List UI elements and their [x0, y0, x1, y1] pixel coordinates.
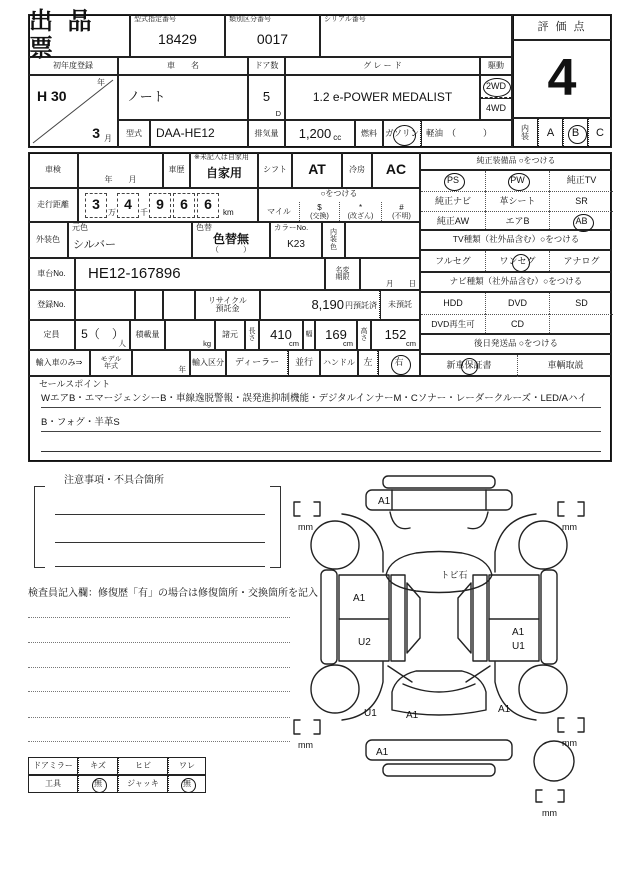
model-year-label-cell	[90, 350, 132, 376]
rename-units: 月 日	[386, 278, 416, 288]
model-year-label: モデル年式	[100, 355, 122, 370]
capacity-unit: 人	[118, 338, 126, 348]
flag-exchange	[299, 202, 339, 223]
height-value: 152	[384, 326, 407, 342]
import-label-cell: 輸入車のみ⇒	[28, 350, 90, 376]
length-label: 長さ	[248, 327, 256, 342]
doors-suffix: D	[275, 108, 281, 118]
model-label-cell: 型式	[118, 120, 150, 148]
interior-grade-label: 内装	[521, 123, 529, 141]
recycle-none-cell: 未預託	[380, 290, 420, 320]
oem-equip-grid	[420, 170, 612, 230]
rear-left-wheel	[311, 665, 359, 713]
odometer-digit-5: 6	[197, 193, 219, 218]
disp-cell	[285, 120, 355, 148]
later-ship-header: 後日発送品 ○をつける	[420, 334, 612, 354]
tools-kogu: 工具	[28, 775, 78, 793]
manual-cell: 車輌取説	[517, 355, 613, 377]
length-value: 410	[270, 326, 292, 342]
width-label-cell: 幅	[303, 320, 315, 350]
drive-2wd-cell	[480, 75, 512, 98]
tools-kogu-none-cell	[78, 775, 118, 793]
fuel-gasoline-cell	[383, 120, 421, 148]
registration-blank-2	[135, 290, 163, 320]
disp-label-cell: 排気量	[248, 120, 285, 148]
damage-left-front-door: A1	[353, 593, 366, 604]
inspector-rule-6	[28, 741, 290, 742]
model-year-unit: 年	[178, 364, 186, 374]
model-year-value-cell	[132, 350, 190, 376]
recycle-label-cell	[195, 290, 260, 320]
height-label-cell	[357, 320, 371, 350]
equip-airbag-cell: エアB	[485, 211, 549, 231]
load-label-cell: 積載量	[130, 320, 165, 350]
odometer-unit-man: 万	[108, 208, 116, 218]
interior-grade-c: C	[588, 118, 612, 148]
doors-cell	[248, 75, 285, 120]
equip-aw-cell: 純正AW	[421, 211, 485, 231]
doors-value: 5	[262, 89, 271, 105]
tools-jack-none-cell	[168, 775, 206, 793]
model-cell	[150, 120, 248, 148]
sheet-title-cell	[28, 8, 130, 62]
tv-oneseg-cell	[485, 251, 549, 273]
handle-left-cell: 左	[358, 350, 378, 376]
sales-points-line2: B・フォグ・半革S	[41, 418, 601, 432]
fuel-gasoline: ガソリン	[384, 128, 419, 139]
drive-4wd: 4WD	[486, 103, 506, 114]
width-cm: cm	[343, 338, 353, 348]
tread-mm-front-left: mm	[298, 522, 313, 532]
flag-exchange-symbol: $	[317, 203, 322, 213]
base-color-label: 元色	[72, 223, 88, 232]
history-cell	[190, 152, 258, 188]
odometer-flags-cell	[258, 188, 420, 222]
warranty-book-cell	[421, 355, 517, 377]
right-rocker	[541, 570, 557, 664]
handle-right: 右	[394, 357, 404, 368]
flag-mile: マイル	[267, 207, 291, 217]
handle-right-cell	[378, 350, 420, 376]
dims-label-cell: 諸元	[215, 320, 245, 350]
right-cabin-side	[458, 583, 471, 653]
score-header: 評 価 点	[512, 14, 612, 40]
import-parallel-cell: 並行	[288, 350, 320, 376]
grade-header: グ レ ー ド	[285, 57, 480, 75]
tread-bracket-front-right	[558, 502, 584, 516]
front-top-bar	[383, 476, 495, 488]
capacity-value: 5（ ）	[81, 327, 124, 342]
tv-fullseg-cell: フルセグ	[435, 256, 471, 267]
interior-color-label-cell	[322, 222, 345, 258]
inspector-rule-2	[28, 642, 290, 643]
model-code-cell	[130, 14, 225, 57]
handle-label-cell: ハンドル	[320, 350, 358, 376]
model-value: DAA-HE12	[156, 126, 215, 141]
equip-sr-cell: SR	[549, 191, 613, 211]
windshield-pillar-left	[390, 512, 410, 529]
damage-right-rear-u: U1	[512, 641, 525, 652]
inspection-value-cell	[78, 152, 163, 188]
left-rocker	[321, 570, 337, 664]
front-right-wheel	[519, 521, 567, 569]
sales-points-blank-rule	[41, 451, 601, 452]
first-reg-month: 3	[92, 124, 100, 141]
shift-label-cell: シフト	[258, 152, 292, 188]
car-name-cell	[118, 75, 248, 120]
recycle-suffix: 円預託済	[345, 301, 377, 311]
first-reg-header: 初年度登録	[28, 57, 118, 75]
registration-label-cell: 登録No.	[28, 290, 75, 320]
history-note: ※未記入は自家用	[194, 154, 249, 161]
damage-front-bumper: A1	[378, 496, 391, 507]
length-cm: cm	[289, 338, 299, 348]
car-name: ノート	[127, 89, 166, 105]
equip-ps: PS	[446, 175, 459, 186]
damage-right-quarter: A1	[498, 704, 511, 715]
fuel-label-cell: 燃料	[355, 120, 383, 148]
disp-value: 1,200	[298, 125, 332, 141]
interior-color-label: 内装色	[330, 228, 337, 251]
chassis-value-cell: HE12-167896	[75, 258, 325, 290]
odometer-unit-sen: 千	[140, 208, 148, 218]
tools-jack: ジャッキ	[118, 775, 168, 793]
tread-bracket-rear-right	[558, 718, 584, 732]
equip-ab-cell	[549, 211, 613, 231]
drive-header: 駆動	[480, 57, 512, 75]
tv-type-header: TV種類（社外品含む）○をつける	[420, 230, 612, 250]
class-code-cell	[225, 14, 320, 57]
ac-label-cell: 冷房	[342, 152, 372, 188]
inspector-rule-4	[28, 691, 290, 692]
navi-hdd-cell: HDD	[443, 297, 463, 308]
rename-label-cell	[325, 258, 360, 290]
grade-cell	[285, 75, 480, 120]
disp-unit: cc	[333, 133, 342, 143]
width-value: 169	[325, 326, 347, 342]
fuel-diesel: 軽油	[426, 128, 444, 139]
registration-blank-3	[163, 290, 195, 320]
chassis-label-cell: 車台No.	[28, 258, 75, 290]
inspector-rule-5	[28, 717, 290, 718]
left-door-panels	[339, 575, 389, 661]
tread-bracket-rear-left	[294, 720, 320, 734]
equip-pw: PW	[510, 175, 525, 186]
recycle-amount: 8,190	[311, 296, 344, 312]
load-value-cell	[165, 320, 215, 350]
notes-bracket-left	[34, 486, 47, 568]
drive-2wd: 2WD	[486, 80, 506, 91]
tread-bracket-front-left	[294, 502, 320, 516]
odometer-digit-1: 3	[85, 193, 107, 218]
model-code-value: 18429	[158, 30, 197, 47]
interior-grade-b	[563, 118, 588, 148]
sales-points-label: セールスポイント	[39, 379, 111, 389]
notes-bracket-right	[268, 486, 281, 568]
inspector-rule-1	[28, 617, 290, 618]
height-label: 高さ	[360, 327, 368, 342]
navi-cd-cell: CD	[485, 314, 549, 335]
exterior-color-label-cell: 外装色	[28, 222, 68, 258]
class-code-value: 0017	[256, 30, 289, 47]
flag-unknown-symbol: #	[399, 203, 404, 213]
fuel-diesel-paren: （ ）	[447, 128, 493, 139]
rear-right-wheel	[519, 665, 567, 713]
color-change-cell	[192, 222, 270, 258]
first-reg-month-unit: 月	[104, 134, 112, 144]
tools-jack-none: 無	[183, 778, 191, 788]
front-left-wheel	[311, 521, 359, 569]
length-value-cell	[259, 320, 303, 350]
notes-rule-1	[55, 514, 265, 515]
damage-left-quarter: U1	[364, 708, 377, 719]
equip-pw-cell	[485, 171, 549, 191]
flag-tampered	[339, 202, 381, 223]
equip-ps-cell	[421, 171, 485, 191]
drive-4wd-cell	[480, 98, 512, 120]
rear-left-fender	[342, 662, 383, 720]
score-value-cell	[512, 40, 612, 118]
tools-doormirror: ドアミラー	[28, 757, 78, 775]
color-no-cell	[270, 222, 322, 258]
car-name-header: 車 名	[118, 57, 248, 75]
tread-mm-rear-right: mm	[562, 738, 577, 748]
serial-cell	[320, 14, 512, 57]
ac-value-cell: AC	[372, 152, 420, 188]
color-no-label: カラーNo.	[274, 223, 309, 232]
history-label-cell: 車歴	[163, 152, 190, 188]
flag-tampered-symbol: *	[358, 203, 363, 213]
import-dealer-cell: ディーラー	[226, 350, 288, 376]
tools-hibi: ヒビ	[118, 757, 168, 775]
tv-oneseg: ワンセグ	[499, 256, 536, 267]
recycle-label: リサイクル預託金	[208, 295, 247, 313]
base-color-value: シルバー	[73, 238, 116, 251]
windshield-pillar-right	[468, 512, 488, 529]
color-change-paren: （ ）	[211, 245, 251, 255]
tread-mm-rear-left: mm	[298, 740, 313, 750]
left-cabin-side	[407, 583, 420, 653]
damage-windshield: トビ石	[440, 570, 468, 580]
tv-analog-cell: アナログ	[549, 251, 613, 273]
first-reg-cell	[28, 75, 118, 148]
interior-color-value-cell	[345, 222, 420, 258]
equip-ab: AB	[575, 215, 588, 226]
flag-unknown-sub: (不明)	[392, 213, 411, 221]
tools-kogu-none: 無	[94, 778, 102, 788]
odometer-flags-header: ○をつける	[320, 189, 358, 198]
damage-left-rear-door: U2	[358, 637, 371, 648]
rear-window-arc	[403, 684, 475, 692]
damage-rear-center: A1	[406, 710, 419, 721]
navi-dvd-cell: DVD	[485, 293, 549, 314]
sales-points-cell	[28, 376, 612, 462]
model-code-label: 型式指定番号	[134, 16, 176, 23]
sheet-title: 出 品 票	[29, 8, 96, 62]
oem-equip-header: 純正装備品 ○をつける	[420, 152, 612, 170]
vehicle-damage-diagram	[286, 468, 626, 868]
fuel-diesel-cell	[421, 120, 512, 148]
history-value: 自家用	[205, 165, 242, 180]
grade-value: 1.2 e-POWER MEDALIST	[312, 89, 453, 104]
front-left-fender	[342, 514, 383, 572]
inspection-units: 年 月	[104, 175, 137, 185]
color-change-label: 色替	[196, 223, 212, 232]
rear-bottom-bar	[383, 764, 495, 776]
tools-kizu: キズ	[78, 757, 118, 775]
front-right-fender	[495, 514, 536, 572]
shift-value-cell: AT	[292, 152, 342, 188]
base-color-cell	[68, 222, 192, 258]
notes-label: 注意事項・不具合箇所	[64, 475, 164, 486]
equip-tv-cell: 純正TV	[549, 171, 613, 191]
notes-rule-3	[55, 566, 265, 567]
flag-unknown	[381, 202, 421, 223]
first-reg-era: H 30	[37, 88, 67, 104]
load-unit: kg	[203, 338, 211, 348]
flag-exchange-sub: (交換)	[310, 213, 329, 221]
odometer-digit-4: 6	[173, 193, 195, 218]
tread-mm-spare: mm	[542, 808, 557, 818]
odometer-label-cell: 走行距離	[28, 188, 78, 222]
color-no-value: K23	[287, 238, 305, 250]
windshield-shape	[386, 552, 492, 593]
damage-right-rear-a: A1	[512, 627, 525, 638]
navi-dvdplay-cell: DVD再生可	[421, 314, 485, 335]
tv-type-grid	[420, 250, 612, 272]
registration-blank-1	[75, 290, 135, 320]
tools-ware: ワレ	[168, 757, 206, 775]
later-ship-grid	[420, 354, 612, 376]
recycle-value-cell	[260, 290, 380, 320]
inspector-note: 検査員記入欄：修復歴「有」の場合は修復箇所・交換箇所を記入	[28, 588, 318, 599]
navi-type-header: ナビ種類（社外品含む）○をつける	[420, 272, 612, 292]
class-code-label: 類別区分番号	[229, 16, 271, 23]
rename-date-cell	[360, 258, 420, 290]
height-cm: cm	[406, 338, 416, 348]
interior-grade-label-cell	[512, 118, 538, 148]
doors-header: ドア数	[248, 57, 285, 75]
navi-empty-cell	[549, 314, 613, 335]
capacity-value-cell	[75, 320, 130, 350]
serial-label: シリアル番号	[324, 16, 366, 23]
sales-points-line1: WエアB・エマージェンシーB・車線逸脱警報・誤発進抑制機能・デジタルインナーM・Cソナー・レーダークルーズ・LED/Aハイ	[41, 394, 601, 408]
height-value-cell	[371, 320, 420, 350]
inspection-label-cell: 車検	[28, 152, 78, 188]
score-value: 4	[547, 49, 577, 108]
notes-rule-2	[55, 542, 265, 543]
tread-mm-front-right: mm	[562, 522, 577, 532]
odometer-unit-km: km	[223, 208, 234, 218]
odometer-digit-2: 4	[117, 193, 139, 218]
inspector-rule-3	[28, 667, 290, 668]
tread-bracket-spare	[536, 790, 564, 802]
capacity-label-cell: 定員	[28, 320, 75, 350]
navi-sd-cell: SD	[549, 293, 613, 314]
navi-type-grid	[420, 292, 612, 334]
width-value-cell	[315, 320, 357, 350]
equip-navi-cell: 純正ナビ	[421, 191, 485, 211]
interior-grade-b-label: B	[571, 126, 580, 139]
odometer-digit-3: 9	[149, 193, 171, 218]
first-reg-year-unit: 年	[97, 78, 105, 87]
import-div-label-cell: 輸入区分	[190, 350, 226, 376]
flag-tampered-sub: (改ざん)	[347, 213, 374, 221]
damage-rear-bumper: A1	[376, 747, 389, 758]
length-label-cell	[245, 320, 259, 350]
color-change-value: 色替無	[212, 232, 249, 246]
equip-leather-cell: 革シート	[485, 191, 549, 211]
interior-grade-a: A	[538, 118, 563, 148]
rename-label: 名変期限	[335, 266, 350, 281]
odometer-cell	[78, 188, 258, 222]
warranty-book: 新車保証書	[446, 360, 492, 371]
